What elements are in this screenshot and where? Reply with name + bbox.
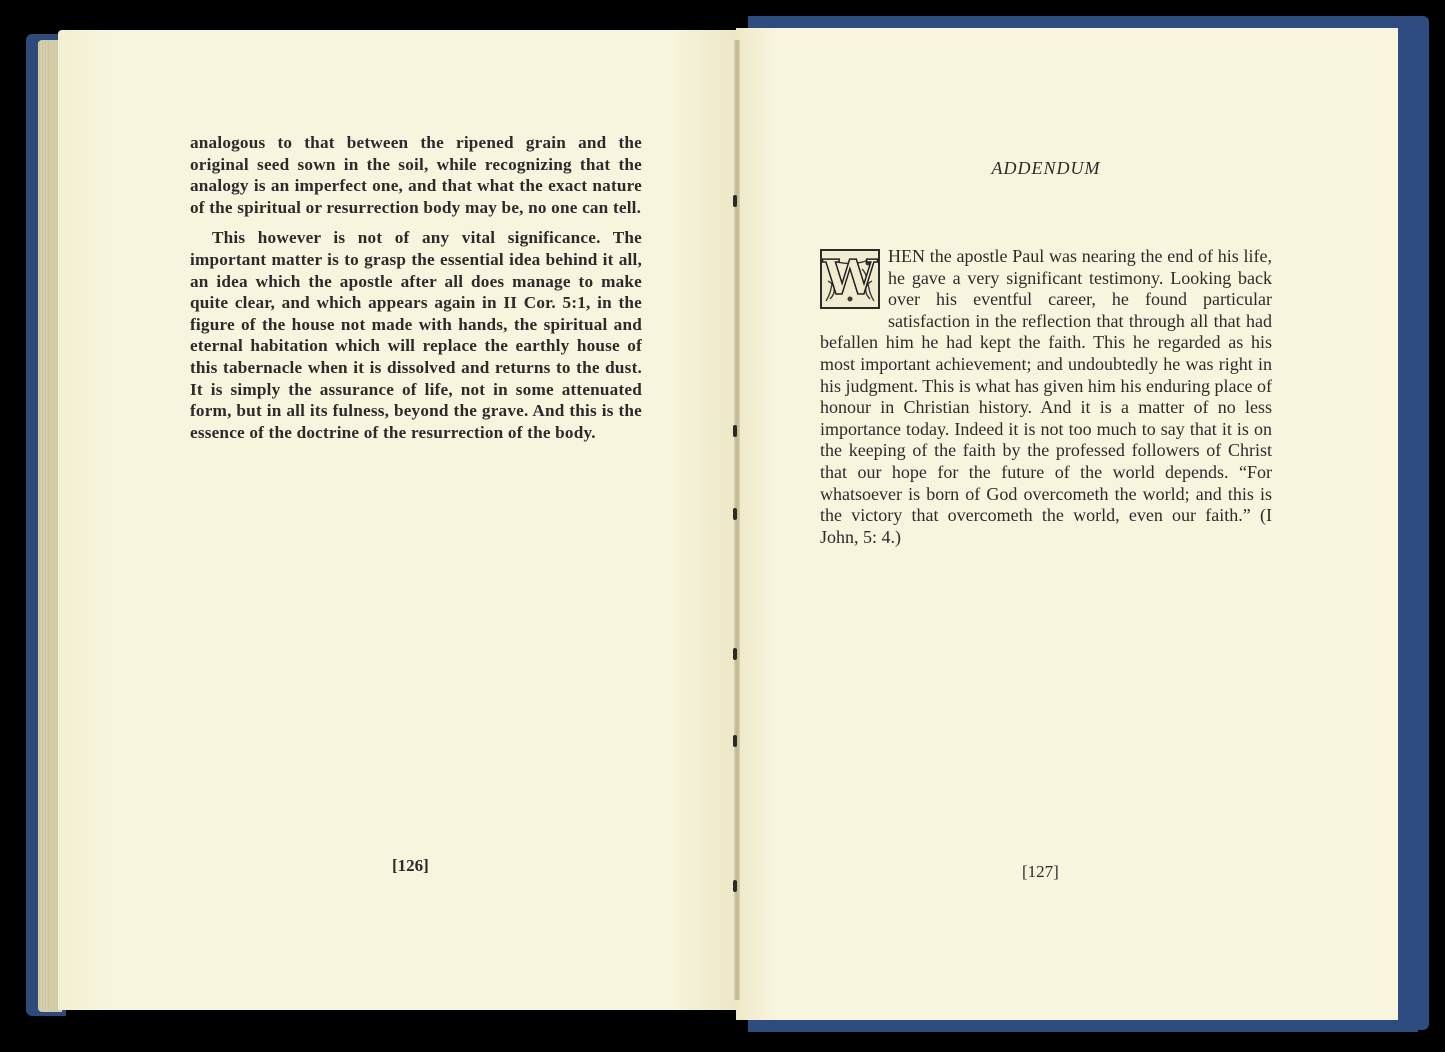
dropcap-letter: W (823, 250, 877, 307)
binding-stitch (733, 425, 737, 437)
binding-stitch (733, 880, 737, 892)
book-cover-right (1395, 16, 1429, 1030)
binding-stitch (733, 195, 737, 207)
book-gutter (734, 40, 740, 1000)
right-page-body (820, 246, 1272, 548)
left-page-body (190, 132, 642, 443)
chapter-heading: ADDENDUM (991, 158, 1101, 178)
left-paragraph-2: This however is not of any vital significance. The important matter is to grasp the essential idea behind it all, an idea which the apostle after all does manage to make quite clear, and which appears again in II Cor. 5:1, in the figure of the house not made with hands, the spiritual and eternal habitation which will replace the earthly house of this tabernacle when it is dissolved and returns to the dust. It is simply the assurance of life, not in some attenuated form, but in all its fulness, beyond the grave. And this is the essence of the doctrine of the resurrection of the body. (190, 228, 642, 442)
left-paragraph-1: analogous to that between the ripened grain and the original seed sown in the soil, while recognizing that the analogy is an imperfect one, and that what the exact nature of the spiritual or resurrection body may be, no one can tell. (190, 133, 642, 217)
binding-stitch (733, 508, 737, 520)
page-number-right: [127] (1022, 862, 1059, 881)
binding-stitch (733, 735, 737, 747)
right-paragraph: HEN the apostle Paul was nearing the end of his life, he gave a very significant testimony. Looking back over his eventful career, he found particular satisfaction in the reflection that through all that had befallen him he had kept the faith. This he regarded as his most important achievement; and undoubtedly he was right in his judgment. This is what has given him his enduring place of honour in Christian history. And it is a matter of no less importance today. Indeed it is not too much to say that it is on the keeping of the faith by the professed followers of Christ that our hope for the future of the world depends. “For whatsoever is born of God overcometh the world; and this is the victory that overcometh the world, even our faith.” (I John, 5: 4.) (820, 246, 1272, 547)
page-number-left: [126] (392, 856, 429, 875)
dropcap-ornament (820, 249, 880, 309)
binding-stitch (733, 648, 737, 660)
